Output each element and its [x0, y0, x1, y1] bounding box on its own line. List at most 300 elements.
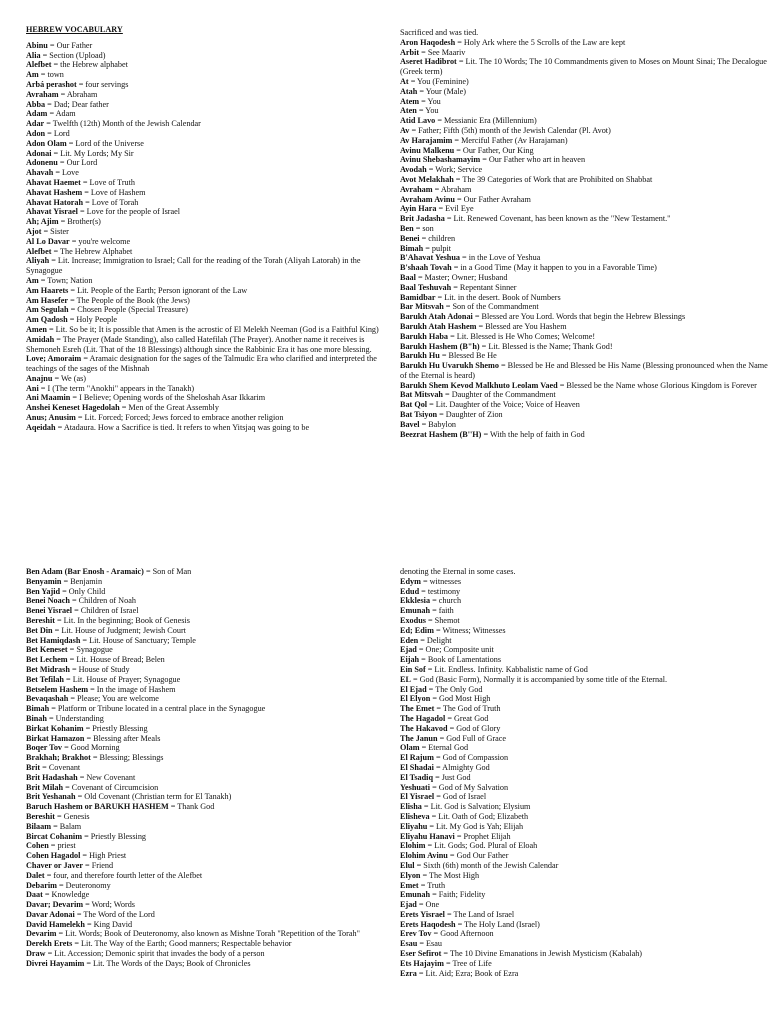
vocab-entry [26, 188, 398, 198]
vocab-entry [26, 374, 398, 384]
vocab-entry [26, 694, 398, 704]
vocab-definition: = Merciful Father (Av Harajaman) [452, 135, 568, 145]
vocab-term: El Tsadiq [400, 772, 434, 782]
vocab-entry [400, 822, 768, 832]
vocab-definition: = With the help of faith in God [481, 429, 585, 439]
vocab-term: Ahavah [26, 168, 54, 178]
vocab-definition: = Lit. Words; Book of Deuteronomy, also known as Mishne Torah "Repetition of the Torah" [56, 929, 360, 939]
vocab-definition: = The Word of the Lord [74, 909, 155, 919]
vocab-definition: = Our Father, Our King [454, 145, 534, 155]
vocab-entry [26, 822, 398, 832]
vocab-term: Benei Yisrael [26, 606, 73, 616]
vocab-definition: = Son of the Commandment [443, 302, 539, 312]
document-heading: HEBREW VOCABULARY [26, 25, 123, 34]
vocab-term: Abinu [26, 40, 48, 50]
vocab-term: Edud [400, 586, 420, 596]
vocab-entry [400, 116, 768, 126]
vocab-definition: = The 39 Categories of Work that are Prohibited on Shabbat [453, 174, 653, 184]
vocab-term: Avraham Avinu [400, 194, 455, 204]
vocab-entry [26, 80, 398, 90]
vocab-entry [26, 247, 398, 257]
vocab-entry [26, 587, 398, 597]
vocab-term: El Shadai [400, 762, 434, 772]
vocab-term: Chaver or Javer [26, 860, 83, 870]
vocab-entry [26, 675, 398, 685]
vocab-entry [400, 136, 768, 146]
vocab-entry [400, 675, 768, 685]
vocab-entry [26, 41, 398, 51]
vocab-term: Bereshit [26, 615, 55, 625]
vocab-definition: = Father; Fifth (5th) month of the Jewish Calendar (Pl. Avot) [409, 125, 611, 135]
vocab-definition: = Blessed are You Hashem [476, 321, 567, 331]
vocab-term: Emunah [400, 606, 431, 616]
vocab-definition: = I Believe; Opening words of the Sheloshah Asar Ikkarim [70, 393, 266, 403]
vocab-definition: = God Our Father [447, 851, 509, 861]
vocab-entry [400, 949, 768, 959]
vocab-definition: = Children of Israel [72, 606, 139, 616]
vocab-definition: = Tree of Life [443, 958, 492, 968]
vocab-definition: = Holy Ark where the 5 Scrolls of the Law are kept [455, 37, 626, 47]
vocab-term: Edym [400, 576, 421, 586]
vocab-definition: = Balam [51, 821, 82, 831]
vocab-definition: = Lit. The Way of the Earth; Good manners; Respectable behavior [72, 939, 292, 949]
vocab-term: Ani Maamin [26, 393, 71, 403]
vocab-definition: = Lit. Gods; God. Plural of Eloah [425, 841, 538, 851]
page-1-right-column [400, 28, 768, 439]
vocab-definition: = Brother(s) [58, 217, 101, 227]
vocab-definition: = Aramaic designation for the sages of the Talmudic Era who clarified and interpreted the teachings of the sages of the Mishnah [26, 354, 377, 374]
vocab-definition: = four servings [76, 79, 129, 89]
vocab-entry [26, 636, 398, 646]
vocab-definition: = Daughter of the Commandment [442, 390, 556, 400]
vocab-term: Cohen [26, 841, 49, 851]
vocab-definition: = Word; Words [83, 900, 135, 910]
vocab-term: Bet Tefilah [26, 674, 64, 684]
vocab-definition: = Lord [45, 128, 70, 138]
vocab-entry [400, 234, 768, 244]
vocab-term: Baruch Hashem or BARUKH HASHEM [26, 802, 169, 812]
vocab-term: Atah [400, 86, 418, 96]
vocab-entry [400, 871, 768, 881]
vocab-entry [400, 753, 768, 763]
vocab-entry [400, 694, 768, 704]
vocab-term: Ahavat Yisrael [26, 207, 78, 217]
vocab-entry [400, 645, 768, 655]
vocab-term: Bimah [400, 243, 424, 253]
vocab-definition: = Lit. Increase; Immigration to Israel; Call for the reading of the Torah (Aliyah Latorah) in the Synagogue [26, 256, 361, 276]
vocab-definition: = Good Afternoon [431, 929, 494, 939]
vocab-entry [400, 400, 768, 410]
vocab-definition: = Lit. House of Judgment; Jewish Court [52, 625, 186, 635]
vocab-definition: = Section (Upload) [40, 50, 106, 60]
vocab-definition: = Evil Eye [436, 204, 474, 214]
vocab-definition: = Lit. So be it; It is possible that Amen is the acrostic of El Melekh Neeman (God is a Faithful King) [46, 324, 379, 334]
vocab-entry [400, 214, 768, 224]
vocab-term: Ekklesia [400, 596, 431, 606]
vocab-definition: = Blessed Be He [439, 351, 497, 361]
vocab-definition: = Lit. Oath of God; Elizabeth [429, 811, 529, 821]
vocab-entry [400, 969, 768, 979]
vocab-definition: = Blessing after Meals [84, 733, 161, 743]
vocab-term: Ben Adam (Bar Enosh - Aramaic) [26, 567, 144, 576]
vocab-definition: = You [419, 96, 441, 106]
vocab-entry [26, 139, 398, 149]
vocab-definition: = Lit. Endless. Infinity. Kabbalistic name of God [425, 664, 588, 674]
vocab-term: Aliyah [26, 256, 50, 266]
vocab-entry [400, 293, 768, 303]
vocab-definition: = Lit. Aid; Ezra; Book of Ezra [416, 968, 519, 978]
vocab-term: Aseret Hadibrot [400, 57, 457, 67]
vocab-term: Benei [400, 233, 420, 243]
vocab-entry [26, 763, 398, 773]
vocab-term: Eliyahu Hanavi [400, 831, 455, 841]
vocab-definition: = testimony [419, 586, 461, 596]
vocab-definition: = God Most High [430, 694, 491, 704]
vocab-term: Bat Tsiyon [400, 410, 438, 420]
vocab-term: Alefbet [26, 60, 52, 70]
vocab-term: Ejad [400, 645, 417, 655]
vocab-term: Bereshit [26, 811, 55, 821]
vocab-entry [26, 734, 398, 744]
vocab-definition: = The Land of Israel [444, 909, 515, 919]
vocab-definition: = The Hebrew Alphabet [51, 246, 133, 256]
vocab-entry [26, 51, 398, 61]
vocab-entry [26, 920, 398, 930]
vocab-entry [400, 273, 768, 283]
vocab-entry [400, 430, 768, 440]
vocab-definition: = Knowledge [42, 890, 90, 900]
vocab-term: Boqer Tov [26, 743, 63, 753]
vocab-definition: = Lit. In the beginning; Book of Genesis [54, 615, 190, 625]
vocab-term: Erets Yisrael [400, 909, 445, 919]
vocab-definition: = We (as) [52, 373, 86, 383]
vocab-entry [400, 97, 768, 107]
vocab-term: Adar [26, 119, 45, 129]
vocab-term: Alefbet [26, 246, 52, 256]
vocab-term: Avot Melakhah [400, 174, 454, 184]
vocab-definition: = Holy People [67, 315, 118, 325]
vocab-definition: = God Full of Grace [437, 733, 507, 743]
vocab-entry [400, 263, 768, 273]
vocab-entry [400, 851, 768, 861]
vocab-term: Avinu Malkenu [400, 145, 455, 155]
vocab-entry [400, 929, 768, 939]
vocab-definition: = You [416, 106, 439, 116]
vocab-entry [400, 665, 768, 675]
vocab-definition: = Synagogue [67, 645, 113, 655]
vocab-term: The Emet [400, 704, 435, 714]
vocab-term: Davar; Devarim [26, 900, 84, 910]
vocab-definition: = Great God [445, 713, 489, 723]
vocab-definition: = Book of Lamentations [419, 655, 502, 665]
vocab-term: Ets Hajayim [400, 958, 444, 968]
vocab-definition: = Covenant [40, 762, 81, 772]
vocab-term: EL [400, 674, 411, 684]
vocab-term: Adonenu [26, 158, 58, 168]
vocab-definition: = church [430, 596, 462, 606]
vocab-entry [400, 792, 768, 802]
vocab-term: Davar Adonai [26, 909, 75, 919]
vocab-entry [400, 332, 768, 342]
vocab-entry [26, 100, 398, 110]
vocab-definition: = Lit. Blessed is the Name; Thank God! [479, 341, 613, 351]
vocab-entry [26, 354, 398, 374]
vocab-term: Daat [26, 890, 43, 900]
vocab-entry [400, 224, 768, 234]
vocab-entry [400, 351, 768, 361]
vocab-entry [400, 832, 768, 842]
vocab-term: Arbá perashot [26, 79, 77, 89]
vocab-term: Am [26, 275, 39, 285]
vocab-entry [400, 636, 768, 646]
vocab-definition: = Lit. My God is Yah; Elijah [427, 821, 524, 831]
vocab-entry [400, 812, 768, 822]
vocab-term: Divrei Hayamim [26, 958, 85, 968]
vocab-definition: = Lit. The 10 Words; The 10 Commandments given to Moses on Mount Sinai; The Decalogue (Greek term) [400, 57, 767, 77]
vocab-term: Bet Keneset [26, 645, 68, 655]
vocab-term: Ein Sof [400, 664, 426, 674]
vocab-entry [400, 195, 768, 205]
vocab-term: Erev Tov [400, 929, 432, 939]
vocab-entry [26, 910, 398, 920]
vocab-entry [26, 168, 398, 178]
vocab-definition: = Love of Truth [80, 177, 136, 187]
vocab-term: Binah [26, 713, 47, 723]
vocab-entry [26, 596, 398, 606]
vocab-definition: = you're welcome [69, 236, 131, 246]
vocab-term: Barukh Hashem (B"h) [400, 341, 480, 351]
vocab-entry [26, 325, 398, 335]
vocab-term: Ed; Edim [400, 625, 434, 635]
vocab-entry [26, 743, 398, 753]
vocab-term: Ezra [400, 968, 417, 978]
vocab-entry [26, 217, 398, 227]
vocab-definition: = Lit. House of Prayer; Synagogue [64, 674, 181, 684]
vocab-definition: = four, and therefore fourth letter of the Alefbet [44, 870, 203, 880]
vocab-term: Atem [400, 96, 420, 106]
vocab-term: B'Ahavat Yeshua [400, 253, 460, 263]
vocab-term: Eliyahu [400, 821, 428, 831]
vocab-definition: = Men of the Great Assembly [119, 403, 219, 413]
vocab-term: Eser Sefirot [400, 949, 442, 959]
vocab-definition: = New Covenant [77, 772, 136, 782]
vocab-definition: = Sixth (6th) month of the Jewish Calendar [414, 860, 559, 870]
vocab-definition: = Work; Service [426, 165, 483, 175]
vocab-entry [26, 959, 398, 969]
vocab-term: Brit Hadashah [26, 772, 78, 782]
vocab-definition: = The 10 Divine Emanations in Jewish Mysticism (Kabalah) [441, 949, 643, 959]
vocab-term: Al Lo Davar [26, 236, 70, 246]
vocab-definition: = Your (Male) [417, 86, 467, 96]
vocab-definition: = in a Good Time (May it happen to you in a Favorable Time) [451, 263, 657, 273]
vocab-definition: = You (Feminine) [408, 76, 469, 86]
vocab-definition: = God of Israel [434, 792, 487, 802]
vocab-term: Arbit [400, 47, 420, 57]
vocab-definition: = Blessing; Blessings [90, 753, 164, 763]
vocab-entry [400, 77, 768, 87]
vocab-definition: = The Prayer (Made Standing), also called Hatefilah (The Prayer). Another name it receives is Shemoneh Esreh (Lit. That of the 18 Blessings) although since the Rabbinic Era it has one more blessing. [26, 334, 372, 354]
vocab-term: At [400, 76, 409, 86]
vocab-entry [26, 198, 398, 208]
vocab-entry [400, 48, 768, 58]
vocab-term: Brakhah; Brakhot [26, 753, 91, 763]
vocab-term: Aqeidah [26, 422, 56, 432]
vocab-definition: = Lit. People of the Earth; Person ignorant of the Law [68, 285, 248, 295]
vocab-term: Avraham [26, 89, 59, 99]
vocab-term: Eijah [400, 655, 420, 665]
vocab-definition: = Children of Noah [69, 596, 136, 606]
vocab-entry [26, 296, 398, 306]
vocab-entry [26, 227, 398, 237]
vocab-entry [26, 606, 398, 616]
vocab-entry [400, 155, 768, 165]
vocab-term: Betselem Hashem [26, 684, 89, 694]
vocab-entry [26, 871, 398, 881]
vocab-term: El Ejad [400, 684, 427, 694]
vocab-definition: = children [419, 233, 456, 243]
vocab-definition: = Adam [47, 109, 76, 119]
vocab-entry [26, 90, 398, 100]
vocab-term: Am [26, 70, 39, 80]
vocab-definition: = Faith; Fidelity [430, 890, 486, 900]
vocab-entry [400, 861, 768, 871]
vocab-entry [400, 420, 768, 430]
vocab-definition: = son [413, 223, 434, 233]
vocab-definition: = Town; Nation [38, 275, 93, 285]
vocab-entry [400, 577, 768, 587]
vocab-entry [26, 119, 398, 129]
vocab-definition: = Dad; Dear father [45, 99, 109, 109]
vocab-entry [400, 381, 768, 391]
vocab-definition: = Good Morning [62, 743, 120, 753]
vocab-definition: = Priestly Blessing [83, 723, 148, 733]
vocab-entry [400, 743, 768, 753]
vocab-entry [26, 812, 398, 822]
vocab-term: Exodus [400, 615, 426, 625]
vocab-definition: = the Hebrew alphabet [51, 60, 128, 70]
vocab-entry [400, 342, 768, 352]
vocab-entry [26, 724, 398, 734]
vocab-term: Ahavat Hashem [26, 187, 83, 197]
vocab-definition: = Truth [418, 880, 446, 890]
vocab-entry [400, 773, 768, 783]
vocab-entry [400, 881, 768, 891]
vocab-term: Barukh Haba [400, 331, 449, 341]
vocab-definition: = The Only God [426, 684, 483, 694]
vocab-entry [26, 832, 398, 842]
vocab-entry [400, 361, 768, 381]
vocab-term: Baal [400, 272, 416, 282]
vocab-entry [400, 38, 768, 48]
vocab-definition: = Love for the people of Israel [77, 207, 181, 217]
vocab-definition: = Our Father Avraham [454, 194, 531, 204]
vocab-term: Beezrat Hashem (B''H) [400, 429, 482, 439]
vocab-term: Derekh Erets [26, 939, 73, 949]
vocab-entry [26, 773, 398, 783]
vocab-definition: = I (The term "Anokhi" appears in the Tanakh) [38, 383, 195, 393]
page-2-left-column [26, 567, 398, 969]
vocab-term: Bavel [400, 419, 420, 429]
vocab-definition: = High Priest [80, 851, 127, 861]
vocab-definition: = The Most High [420, 870, 480, 880]
vocab-term: Emunah [400, 890, 431, 900]
vocab-term: Brit Jadasha [400, 214, 445, 224]
vocab-entry [26, 949, 398, 959]
vocab-entry [400, 626, 768, 636]
vocab-entry [26, 861, 398, 871]
vocab-term: Adonai [26, 148, 52, 158]
vocab-definition: = Lit. Renewed Covenant, has been known as the "New Testament." [444, 214, 671, 224]
vocab-entry [26, 129, 398, 139]
vocab-entry [26, 276, 398, 286]
vocab-term: Amen [26, 324, 47, 334]
vocab-term: The Hakavod [400, 723, 448, 733]
page-2-right-column [400, 567, 768, 978]
vocab-entry [400, 900, 768, 910]
vocab-entry [400, 204, 768, 214]
vocab-definition: = Our Father who art in heaven [480, 155, 586, 165]
vocab-entry [400, 714, 768, 724]
vocab-term: Anus; Anusim [26, 413, 76, 423]
vocab-term: Bircat Cohanim [26, 831, 83, 841]
vocab-term: Barukh Hu [400, 351, 440, 361]
vocab-entry [400, 802, 768, 812]
vocab-term: Ben [400, 223, 414, 233]
vocab-definition: = Love of Torah [83, 197, 139, 207]
vocab-entry [26, 567, 398, 577]
vocab-term: Ejad [400, 900, 417, 910]
vocab-definition: = Chosen People (Special Treasure) [68, 305, 188, 315]
vocab-definition: = Esau [417, 939, 442, 949]
vocab-term: Ahavat Haemet [26, 177, 81, 187]
vocab-entry [26, 714, 398, 724]
vocab-definition: = Platform or Tribune located in a central place in the Synagogue [49, 704, 266, 714]
vocab-entry [26, 685, 398, 695]
vocab-term: Adon Olam [26, 138, 67, 148]
vocab-entry [26, 384, 398, 394]
vocab-term: Bet Din [26, 625, 53, 635]
vocab-term: Anshei Keneset Hagedolah [26, 403, 120, 413]
vocab-term: El Yisrael [400, 792, 435, 802]
vocab-entry [400, 28, 768, 38]
vocab-definition: = Lit. Blessed is He Who Comes; Welcome! [448, 331, 596, 341]
vocab-term: Bilaam [26, 821, 52, 831]
vocab-definition: = The God of Truth [434, 704, 501, 714]
vocab-definition: = Lit. God is Salvation; Elysium [421, 802, 531, 812]
entry-list [26, 41, 398, 433]
vocab-term: Av [400, 125, 410, 135]
vocab-term: Emet [400, 880, 419, 890]
vocab-term: Bet Lechem [26, 655, 68, 665]
vocab-definition: = Thank God [168, 802, 215, 812]
vocab-term: Avraham [400, 184, 433, 194]
vocab-term: Ani [26, 383, 39, 393]
vocab-term: Olam [400, 743, 420, 753]
vocab-definition: = Almighty God [433, 762, 490, 772]
vocab-definition: = God (Basic Form), Normally it is accompanied by some title of the Eternal. [410, 674, 668, 684]
vocab-term: Dalet [26, 870, 45, 880]
vocab-definition: = Lit. The Words of the Days; Book of Chronicles [84, 958, 251, 968]
vocab-definition: = Genesis [54, 811, 90, 821]
vocab-definition: = Covenant of Circumcision [63, 782, 159, 792]
vocab-definition: denoting the Eternal in some cases. [400, 567, 516, 576]
vocab-entry [26, 60, 398, 70]
vocab-definition: = Lit. Accession; Demonic spirit that invades the body of a person [45, 949, 265, 959]
vocab-term: Atid Lavo [400, 116, 436, 126]
vocab-term: Anajnu [26, 373, 53, 383]
vocab-entry [400, 606, 768, 616]
vocab-definition: = The Holy Land (Israel) [455, 919, 540, 929]
